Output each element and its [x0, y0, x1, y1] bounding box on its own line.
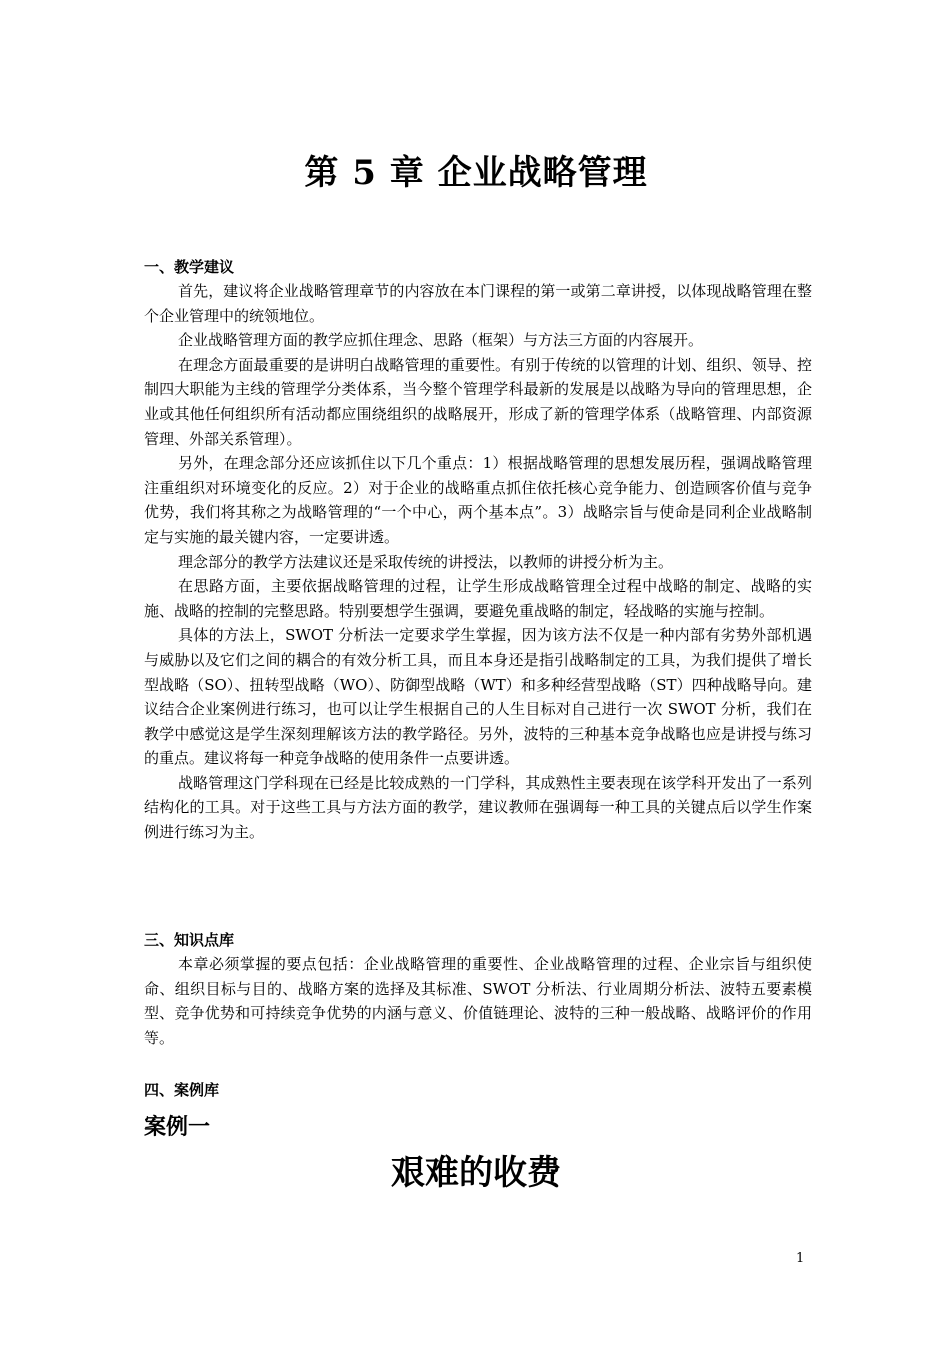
case-label: 案例一: [144, 1114, 211, 1140]
chapter-title: 第 5 章 企业战略管理: [304, 153, 648, 193]
page-number: 1: [796, 1251, 805, 1266]
paragraph: 理念部分的教学方法建议还是采取传统的讲授法，以教师的讲授分析为主。: [178, 552, 674, 571]
section-heading-teaching-suggestions: 一、教学建议: [144, 258, 235, 276]
paragraph: 另外，在理念部分还应该抓住以下几个重点：1）根据战略管理的思想发展历程，强调战略管理注重组织对环境变化的反应。2）对于企业的战略重点抓住依托核心竞争能力、创造顾客价值与竞争优势，我们将其称之为战略管理的“一个中心，两个基本点”。3）战略宗旨与使命是同利企业战略制定与实施的最关键内容，一定要讲透。: [144, 454, 812, 546]
paragraph: 在思路方面，主要依据战略管理的过程，让学生形成战略管理全过程中战略的制定、战略的实施、战略的控制的完整思路。特别要想学生强调，要避免重战略的制定，轻战略的实施与控制。: [144, 577, 812, 620]
section-case-library: [144, 1078, 812, 1142]
paragraph: 在理念方面最重要的是讲明白战略管理的重要性。有别于传统的以管理的计划、组织、领导、控制四大职能为主线的管理学分类体系，当今整个管理学科最新的发展是以战略为导向的管理思想，企业或其他任何组织所有活动都应围绕组织的战略展开，形成了新的管理学体系（战略管理、内部资源管理、外部关系管理）。: [144, 355, 812, 448]
case-title: 艰难的收费: [391, 1153, 561, 1193]
paragraph: 本章必须掌握的要点包括：企业战略管理的重要性、企业战略管理的过程、企业宗旨与组织使命、组织目标与目的、战略方案的选择及其标准、SWOT 分析法、行业周期分析法、波特五要素模型、竞争优势和可持续竞争优势的内涵与意义、价值链理论、波特的三种一般战略、战略评价的作用等。: [144, 955, 812, 1047]
section-heading-case-library: 四、案例库: [144, 1081, 220, 1099]
section-heading-knowledge-base: 三、知识点库: [144, 931, 235, 949]
paragraph: 具体的方法上，SWOT 分析法一定要求学生掌握，因为该方法不仅是一种内部有劣势外部机遇与威胁以及它们之间的耦合的有效分析工具，而且本身还是指引战略制定的工具，为我们提供了增长型战略（SO）、扭转型战略（WO）、防御型战略（WT）和多种经营型战略（ST）四种战略导向。建议结合企业案例进行练习，也可以让学生根据自己的人生目标对自己进行一次 SWOT 分析，我们在教学中感觉这是学生深刻理解该方法的教学路径。另外，波特的三种基本竞争战略也应是讲授与练习的重点。建议将每一种竞争战略的使用条件一点要讲透。: [144, 626, 812, 768]
section-knowledge-base: [144, 928, 812, 1050]
paragraph: 企业战略管理方面的教学应抓住理念、思路（框架）与方法三方面的内容展开。: [178, 331, 704, 350]
paragraph: 战略管理这门学科现在已经是比较成熟的一门学科，其成熟性主要表现在该学科开发出了一系列结构化的工具。对于这些工具与方法方面的教学，建议教师在强调每一种工具的关键点后以学生作案例进行练习为主。: [144, 773, 812, 842]
section-teaching-suggestions: [144, 255, 812, 845]
paragraph: 首先，建议将企业战略管理章节的内容放在本门课程的第一或第二章讲授，以体现战略管理在整个企业管理中的统领地位。: [144, 282, 812, 325]
